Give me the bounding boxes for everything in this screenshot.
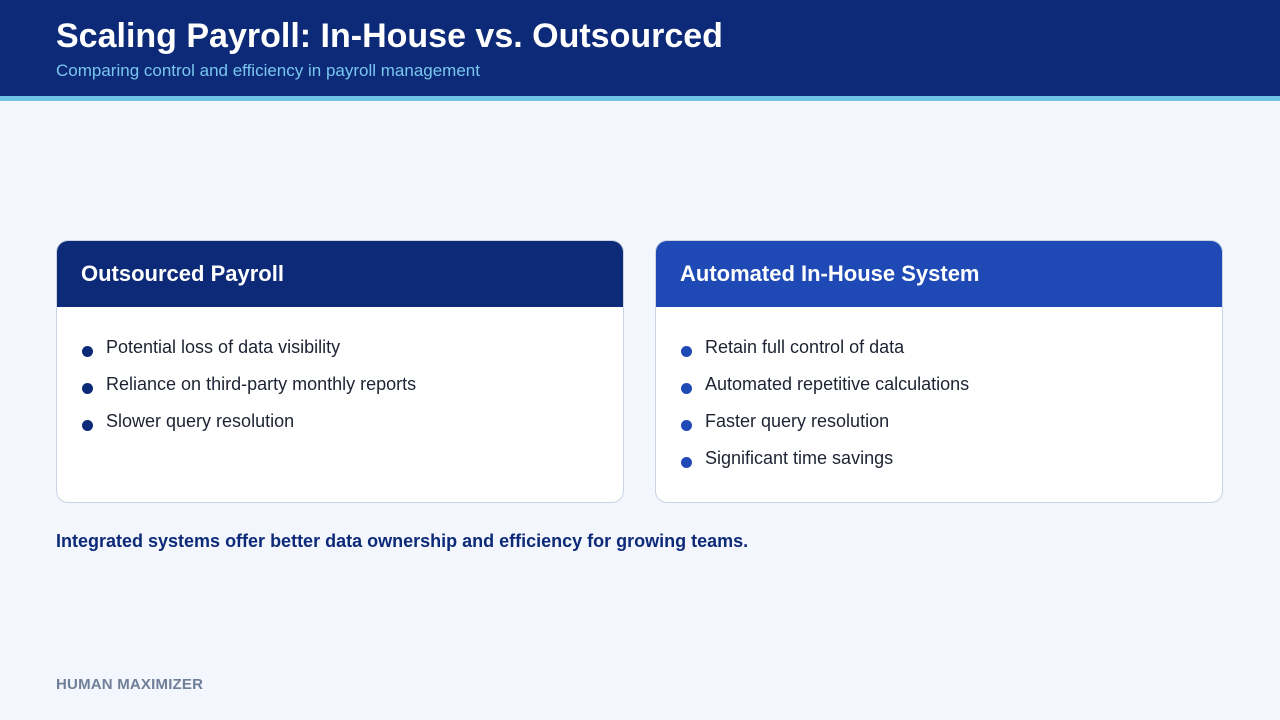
list-item <box>82 331 623 368</box>
list-item <box>82 405 623 442</box>
page-subtitle: Comparing control and efficiency in payroll management <box>56 61 480 80</box>
list-item <box>681 368 1222 405</box>
footer-brand: HUMAN MAXIMIZER <box>56 676 204 693</box>
summary-statement: Integrated systems offer better data ownership and efficiency for growing teams. <box>56 531 749 551</box>
bullet-icon <box>82 420 93 431</box>
list-item <box>681 331 1222 368</box>
bullet-icon <box>681 420 692 431</box>
bullet-icon <box>82 346 93 357</box>
list-item-text: Significant time savings <box>705 447 894 468</box>
outsourced-card-header <box>57 241 623 307</box>
in-house-card <box>655 240 1223 503</box>
list-item <box>681 405 1222 442</box>
in-house-list <box>656 307 1222 479</box>
outsourced-card-title: Outsourced Payroll <box>81 261 284 286</box>
in-house-card-title: Automated In-House System <box>680 261 980 286</box>
list-item-text: Faster query resolution <box>705 410 890 431</box>
list-item-text: Retain full control of data <box>705 336 905 357</box>
bullet-icon <box>681 457 692 468</box>
list-item-text: Automated repetitive calculations <box>705 373 970 394</box>
page-title: Scaling Payroll: In-House vs. Outsourced <box>56 17 723 55</box>
bullet-icon <box>82 383 93 394</box>
list-item-text: Potential loss of data visibility <box>106 336 341 357</box>
list-item <box>681 442 1222 479</box>
list-item-text: Reliance on third-party monthly reports <box>106 373 417 394</box>
bullet-icon <box>681 383 692 394</box>
in-house-card-header <box>656 241 1222 307</box>
outsourced-list <box>57 307 623 442</box>
bullet-icon <box>681 346 692 357</box>
outsourced-card <box>56 240 624 503</box>
list-item-text: Slower query resolution <box>106 410 295 431</box>
list-item <box>82 368 623 405</box>
slide-header <box>0 0 1280 101</box>
